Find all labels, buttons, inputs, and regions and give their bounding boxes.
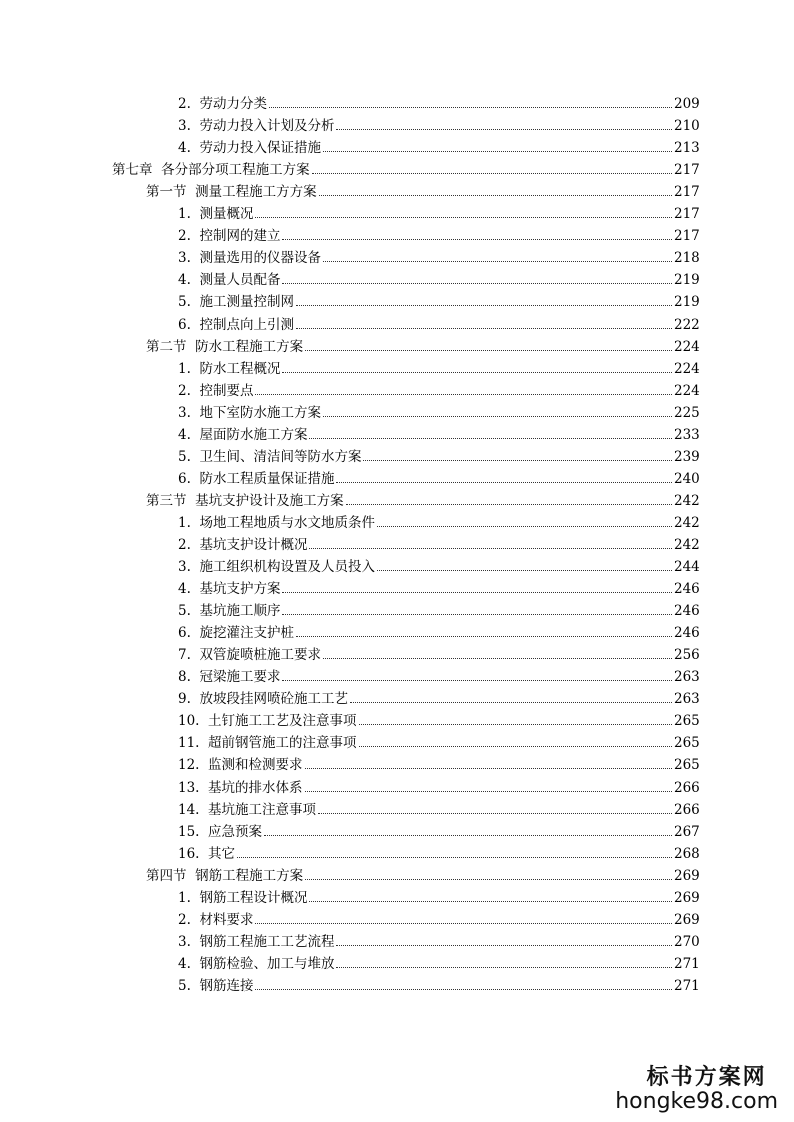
- toc-item[interactable]: [0, 796, 698, 818]
- toc-page-number: 240: [674, 470, 700, 487]
- toc-page-number: 209: [674, 96, 700, 113]
- toc-entry-title: 6. 控制点向上引测: [178, 316, 294, 333]
- toc-entry-title: 5. 卫生间、清洁间等防水方案: [178, 448, 362, 465]
- toc-item[interactable]: [0, 244, 698, 266]
- toc-item[interactable]: [0, 685, 698, 707]
- toc-entry-title: 5. 基坑施工顺序: [178, 603, 281, 620]
- toc-page-number: 217: [674, 184, 700, 201]
- toc-entry-title: 5. 施工测量控制网: [178, 294, 294, 311]
- toc-page-number: 265: [674, 713, 700, 730]
- toc-item[interactable]: [0, 663, 698, 685]
- toc-item[interactable]: [0, 641, 698, 663]
- toc-page-number: 265: [674, 757, 700, 774]
- toc-entry-title: 3. 劳动力投入计划及分析: [178, 118, 335, 135]
- toc-item[interactable]: [0, 950, 698, 972]
- toc-item[interactable]: [0, 619, 698, 641]
- toc-entry-title: 15. 应急预案: [178, 823, 263, 840]
- toc-page-number: 219: [674, 272, 700, 289]
- toc-page-number: 266: [674, 801, 700, 818]
- watermark-url: hongke98.com: [615, 1089, 778, 1114]
- toc-page-number: 222: [674, 316, 700, 333]
- toc-item[interactable]: [0, 972, 698, 994]
- toc-page-number: 242: [674, 536, 700, 553]
- toc-item[interactable]: [0, 200, 698, 222]
- toc-entry-title: 16. 其它: [178, 845, 236, 862]
- toc-page-number: 233: [674, 426, 700, 443]
- toc-item[interactable]: [0, 134, 698, 156]
- toc-page-number: 267: [674, 823, 700, 840]
- dot-leader: [309, 901, 672, 902]
- dot-leader: [255, 923, 672, 924]
- toc-entry-title: 1. 钢筋工程设计概况: [178, 889, 308, 906]
- toc-item[interactable]: [0, 288, 698, 310]
- dot-leader: [237, 857, 672, 858]
- toc-page-number: 213: [674, 140, 700, 157]
- dot-leader: [296, 305, 672, 306]
- toc-page-number: 270: [674, 933, 700, 950]
- dot-leader: [323, 658, 672, 659]
- toc-item[interactable]: [0, 773, 698, 795]
- dot-leader: [346, 504, 672, 505]
- toc-item[interactable]: [0, 266, 698, 288]
- dot-leader: [282, 372, 672, 373]
- dot-leader: [309, 548, 672, 549]
- toc-entry-title: 第七章 各分部分项工程施工方案: [112, 162, 310, 179]
- toc-item[interactable]: [0, 840, 698, 862]
- dot-leader: [282, 680, 672, 681]
- toc-page-number: 224: [674, 360, 700, 377]
- toc-entry-title: 8. 冠梁施工要求: [178, 669, 281, 686]
- toc-page-number: 225: [674, 404, 700, 421]
- toc-entry-title: 11. 超前钢管施工的注意事项: [178, 735, 357, 752]
- toc-page-number: 244: [674, 559, 700, 576]
- dot-leader: [336, 129, 672, 130]
- toc-page-number: 224: [674, 338, 700, 355]
- toc-entry-title: 2. 控制网的建立: [178, 228, 281, 245]
- toc-page-number: 217: [674, 228, 700, 245]
- toc-page-number: 271: [674, 955, 700, 972]
- watermark-chinese: 标书方案网: [646, 1064, 767, 1090]
- toc-entry-title: 2. 基坑支护设计概况: [178, 536, 308, 553]
- dot-leader: [323, 151, 672, 152]
- toc-entry-title: 14. 基坑施工注意事项: [178, 801, 317, 818]
- toc-list: [0, 90, 698, 994]
- toc-page-number: 269: [674, 867, 700, 884]
- dot-leader: [350, 702, 672, 703]
- dot-leader: [296, 636, 672, 637]
- watermark-logo: [615, 1060, 778, 1114]
- toc-page-number: 246: [674, 625, 700, 642]
- dot-leader: [363, 460, 672, 461]
- dot-leader: [282, 283, 672, 284]
- dot-leader: [282, 239, 672, 240]
- toc-item[interactable]: [0, 355, 698, 377]
- toc-page-number: 224: [674, 382, 700, 399]
- toc-entry-title: 4. 测量人员配备: [178, 272, 281, 289]
- toc-page-number: 242: [674, 492, 700, 509]
- toc-entry-title: 2. 材料要求: [178, 911, 254, 928]
- toc-entry-title: 4. 屋面防水施工方案: [178, 426, 308, 443]
- toc-item[interactable]: [0, 906, 698, 928]
- dot-leader: [296, 328, 672, 329]
- toc-entry-title: 10. 土钉施工工艺及注意事项: [178, 713, 357, 730]
- table-of-contents: [0, 90, 794, 994]
- toc-item[interactable]: [0, 90, 698, 112]
- toc-item[interactable]: [0, 509, 698, 531]
- toc-item[interactable]: [0, 421, 698, 443]
- toc-section[interactable]: [0, 862, 698, 884]
- toc-item[interactable]: [0, 729, 698, 751]
- toc-chapter[interactable]: [0, 156, 698, 178]
- toc-item[interactable]: [0, 884, 698, 906]
- toc-entry-title: 第一节 测量工程施工方方案: [146, 184, 317, 201]
- toc-item[interactable]: [0, 707, 698, 729]
- toc-entry-title: 3. 测量选用的仪器设备: [178, 250, 321, 267]
- toc-page-number: 263: [674, 691, 700, 708]
- toc-section[interactable]: [0, 487, 698, 509]
- dot-leader: [318, 813, 672, 814]
- dot-leader: [319, 195, 672, 196]
- toc-item[interactable]: [0, 928, 698, 950]
- toc-page-number: 246: [674, 603, 700, 620]
- toc-item[interactable]: [0, 751, 698, 773]
- toc-entry-title: 3. 地下室防水施工方案: [178, 404, 321, 421]
- dot-leader: [269, 107, 672, 108]
- dot-leader: [264, 835, 672, 836]
- toc-section[interactable]: [0, 333, 698, 355]
- toc-entry-title: 6. 旋挖灌注支护桩: [178, 625, 294, 642]
- toc-entry-title: 第四节 钢筋工程施工方案: [146, 867, 304, 884]
- toc-item[interactable]: [0, 553, 698, 575]
- toc-item[interactable]: [0, 531, 698, 553]
- toc-entry-title: 2. 控制要点: [178, 382, 254, 399]
- dot-leader: [255, 394, 672, 395]
- toc-entry-title: 7. 双管旋喷桩施工要求: [178, 647, 321, 664]
- toc-item[interactable]: [0, 377, 698, 399]
- dot-leader: [377, 526, 672, 527]
- dot-leader: [312, 173, 672, 174]
- toc-page-number: 269: [674, 911, 700, 928]
- dot-leader: [323, 261, 672, 262]
- dot-leader: [359, 746, 672, 747]
- toc-entry-title: 4. 劳动力投入保证措施: [178, 140, 321, 157]
- toc-entry-title: 第二节 防水工程施工方案: [146, 338, 304, 355]
- toc-page-number: 219: [674, 294, 700, 311]
- toc-page-number: 266: [674, 779, 700, 796]
- toc-entry-title: 12. 监测和检测要求: [178, 757, 303, 774]
- dot-leader: [282, 614, 672, 615]
- toc-entry-title: 1. 防水工程概况: [178, 360, 281, 377]
- toc-entry-title: 1. 测量概况: [178, 206, 254, 223]
- dot-leader: [336, 482, 672, 483]
- dot-leader: [305, 791, 672, 792]
- toc-page-number: 246: [674, 581, 700, 598]
- dot-leader: [323, 416, 672, 417]
- toc-item[interactable]: [0, 222, 698, 244]
- dot-leader: [305, 879, 672, 880]
- dot-leader: [255, 217, 672, 218]
- dot-leader: [377, 570, 672, 571]
- toc-page-number: 242: [674, 514, 700, 531]
- dot-leader: [336, 945, 672, 946]
- toc-item[interactable]: [0, 443, 698, 465]
- toc-page-number: 271: [674, 977, 700, 994]
- toc-page-number: 256: [674, 647, 700, 664]
- dot-leader: [309, 438, 672, 439]
- toc-page-number: 239: [674, 448, 700, 465]
- toc-item[interactable]: [0, 112, 698, 134]
- toc-entry-title: 5. 钢筋连接: [178, 977, 254, 994]
- toc-entry-title: 2. 劳动力分类: [178, 96, 267, 113]
- toc-entry-title: 1. 场地工程地质与水文地质条件: [178, 514, 375, 531]
- toc-page-number: 217: [674, 206, 700, 223]
- toc-entry-title: 第三节 基坑支护设计及施工方案: [146, 492, 344, 509]
- toc-page-number: 217: [674, 162, 700, 179]
- toc-item[interactable]: [0, 818, 698, 840]
- toc-item[interactable]: [0, 465, 698, 487]
- toc-page-number: 268: [674, 845, 700, 862]
- toc-page-number: 269: [674, 889, 700, 906]
- toc-page-number: 263: [674, 669, 700, 686]
- toc-page-number: 265: [674, 735, 700, 752]
- dot-leader: [282, 592, 672, 593]
- toc-item[interactable]: [0, 575, 698, 597]
- toc-page-number: 210: [674, 118, 700, 135]
- dot-leader: [305, 768, 672, 769]
- dot-leader: [305, 350, 672, 351]
- toc-page-number: 218: [674, 250, 700, 267]
- toc-entry-title: 13. 基坑的排水体系: [178, 779, 303, 796]
- dot-leader: [359, 724, 672, 725]
- toc-section[interactable]: [0, 178, 698, 200]
- toc-entry-title: 6. 防水工程质量保证措施: [178, 470, 335, 487]
- toc-entry-title: 3. 施工组织机构设置及人员投入: [178, 559, 375, 576]
- toc-entry-title: 3. 钢筋工程施工工艺流程: [178, 933, 335, 950]
- toc-entry-title: 4. 基坑支护方案: [178, 581, 281, 598]
- dot-leader: [336, 967, 672, 968]
- toc-entry-title: 4. 钢筋检验、加工与堆放: [178, 955, 335, 972]
- toc-item[interactable]: [0, 597, 698, 619]
- toc-entry-title: 9. 放坡段挂网喷砼施工工艺: [178, 691, 348, 708]
- dot-leader: [255, 989, 672, 990]
- toc-item[interactable]: [0, 399, 698, 421]
- toc-item[interactable]: [0, 310, 698, 332]
